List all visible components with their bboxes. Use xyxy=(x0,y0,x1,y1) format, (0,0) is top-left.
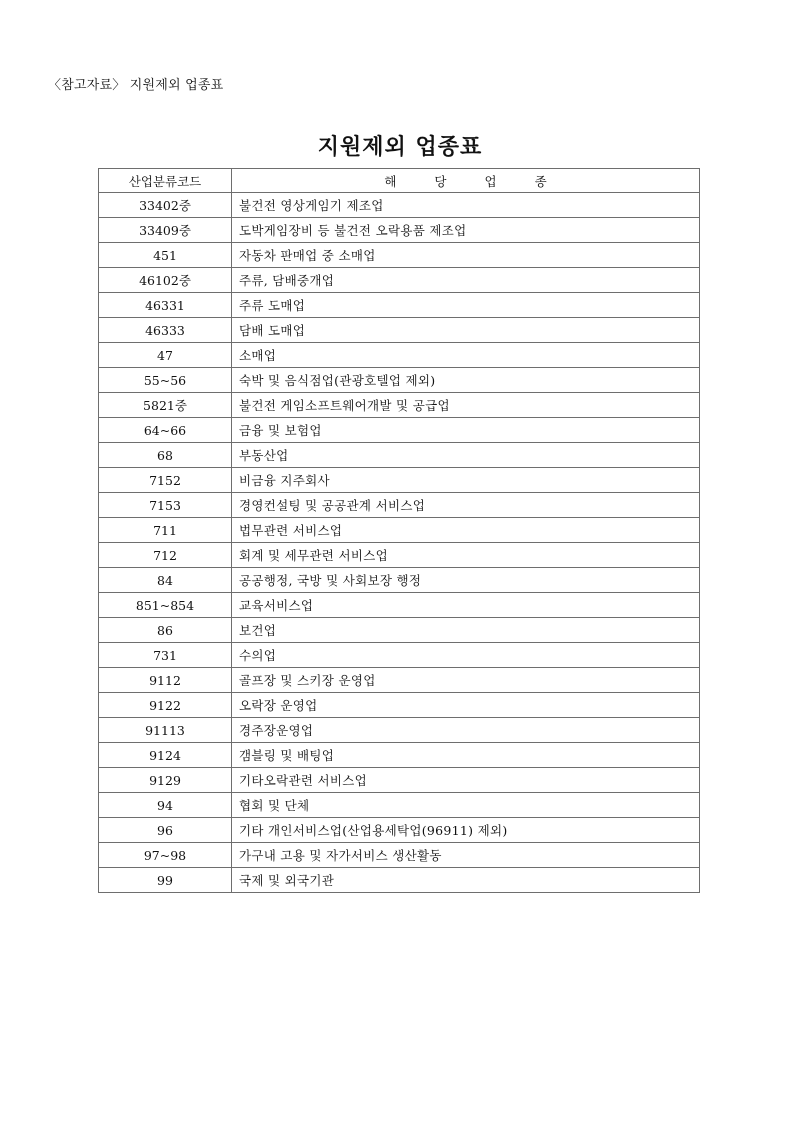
industry-name-cell: 비금융 지주회사 xyxy=(232,468,700,493)
table-row xyxy=(99,568,700,593)
industry-name-cell: 수의업 xyxy=(232,643,700,668)
industry-name-cell: 교육서비스업 xyxy=(232,593,700,618)
table-row xyxy=(99,243,700,268)
industry-code-cell: 94 xyxy=(99,793,232,818)
industry-name-cell: 골프장 및 스키장 운영업 xyxy=(232,668,700,693)
industry-name-cell: 숙박 및 음식점업(관광호텔업 제외) xyxy=(232,368,700,393)
table-row xyxy=(99,493,700,518)
industry-code-cell: 68 xyxy=(99,443,232,468)
table-row xyxy=(99,293,700,318)
industry-name-cell: 국제 및 외국기관 xyxy=(232,868,700,893)
industry-name-cell: 불건전 게임소프트웨어개발 및 공급업 xyxy=(232,393,700,418)
industry-code-cell: 451 xyxy=(99,243,232,268)
industry-code-cell: 91113 xyxy=(99,718,232,743)
excluded-industries-table xyxy=(98,168,700,893)
industry-name-cell: 공공행정, 국방 및 사회보장 행정 xyxy=(232,568,700,593)
industry-code-cell: 5821중 xyxy=(99,393,232,418)
table-row xyxy=(99,818,700,843)
industry-code-cell: 712 xyxy=(99,543,232,568)
industry-name-cell: 담배 도매업 xyxy=(232,318,700,343)
industry-code-cell: 9129 xyxy=(99,768,232,793)
industry-name-cell: 갬블링 및 배팅업 xyxy=(232,743,700,768)
industry-name-cell: 회계 및 세무관련 서비스업 xyxy=(232,543,700,568)
table-row xyxy=(99,793,700,818)
industry-code-cell: 9124 xyxy=(99,743,232,768)
table-row xyxy=(99,268,700,293)
industry-name-cell: 도박게임장비 등 불건전 오락용품 제조업 xyxy=(232,218,700,243)
industry-code-cell: 64~66 xyxy=(99,418,232,443)
industry-code-cell: 47 xyxy=(99,343,232,368)
table-row xyxy=(99,468,700,493)
industry-code-cell: 9122 xyxy=(99,693,232,718)
industry-code-cell: 55~56 xyxy=(99,368,232,393)
industry-code-cell: 46331 xyxy=(99,293,232,318)
table-row xyxy=(99,393,700,418)
table-row xyxy=(99,768,700,793)
table-row xyxy=(99,318,700,343)
industry-code-cell: 9112 xyxy=(99,668,232,693)
industry-name-cell: 소매업 xyxy=(232,343,700,368)
industry-code-cell: 86 xyxy=(99,618,232,643)
table-row xyxy=(99,418,700,443)
industry-code-cell: 99 xyxy=(99,868,232,893)
industry-name-cell: 가구내 고용 및 자가서비스 생산활동 xyxy=(232,843,700,868)
table-row xyxy=(99,343,700,368)
document-title: 지원제외 업종표 xyxy=(317,134,483,160)
industry-name-cell: 보건업 xyxy=(232,618,700,643)
industry-name-cell: 주류, 담배중개업 xyxy=(232,268,700,293)
table-row xyxy=(99,843,700,868)
table-row xyxy=(99,643,700,668)
industry-code-cell: 711 xyxy=(99,518,232,543)
industry-code-cell: 33402중 xyxy=(99,193,232,218)
industry-name-cell: 금융 및 보험업 xyxy=(232,418,700,443)
industry-code-cell: 33409중 xyxy=(99,218,232,243)
industry-name-cell: 기타오락관련 서비스업 xyxy=(232,768,700,793)
table-row xyxy=(99,618,700,643)
industry-name-cell: 오락장 운영업 xyxy=(232,693,700,718)
industry-name-cell: 경영컨설팅 및 공공관계 서비스업 xyxy=(232,493,700,518)
industry-code-cell: 851~854 xyxy=(99,593,232,618)
industry-code-cell: 97~98 xyxy=(99,843,232,868)
table-row xyxy=(99,543,700,568)
industry-code-cell: 84 xyxy=(99,568,232,593)
industry-name-cell: 주류 도매업 xyxy=(232,293,700,318)
table-row xyxy=(99,743,700,768)
industry-name-cell: 부동산업 xyxy=(232,443,700,468)
industry-name-cell: 협회 및 단체 xyxy=(232,793,700,818)
reference-label: 〈참고자료〉 지원제외 업종표 xyxy=(48,78,224,93)
header-industry: 해당업종 xyxy=(232,169,700,193)
table-row xyxy=(99,518,700,543)
industry-name-cell: 경주장운영업 xyxy=(232,718,700,743)
table-row xyxy=(99,693,700,718)
industry-name-cell: 불건전 영상게임기 제조업 xyxy=(232,193,700,218)
industry-code-cell: 731 xyxy=(99,643,232,668)
table-row xyxy=(99,668,700,693)
industry-code-cell: 7152 xyxy=(99,468,232,493)
industry-code-cell: 96 xyxy=(99,818,232,843)
industry-name-cell: 법무관련 서비스업 xyxy=(232,518,700,543)
table-row xyxy=(99,368,700,393)
industry-name-cell: 자동차 판매업 중 소매업 xyxy=(232,243,700,268)
industry-code-cell: 7153 xyxy=(99,493,232,518)
header-industry-code: 산업분류코드 xyxy=(99,169,232,193)
table-row xyxy=(99,718,700,743)
table-body xyxy=(99,193,700,893)
table-row xyxy=(99,443,700,468)
table-row xyxy=(99,593,700,618)
table-row xyxy=(99,193,700,218)
table-header-row xyxy=(99,169,700,193)
table-row xyxy=(99,218,700,243)
industry-code-cell: 46102중 xyxy=(99,268,232,293)
industry-code-cell: 46333 xyxy=(99,318,232,343)
industry-name-cell: 기타 개인서비스업(산업용세탁업(96911) 제외) xyxy=(232,818,700,843)
table-row xyxy=(99,868,700,893)
